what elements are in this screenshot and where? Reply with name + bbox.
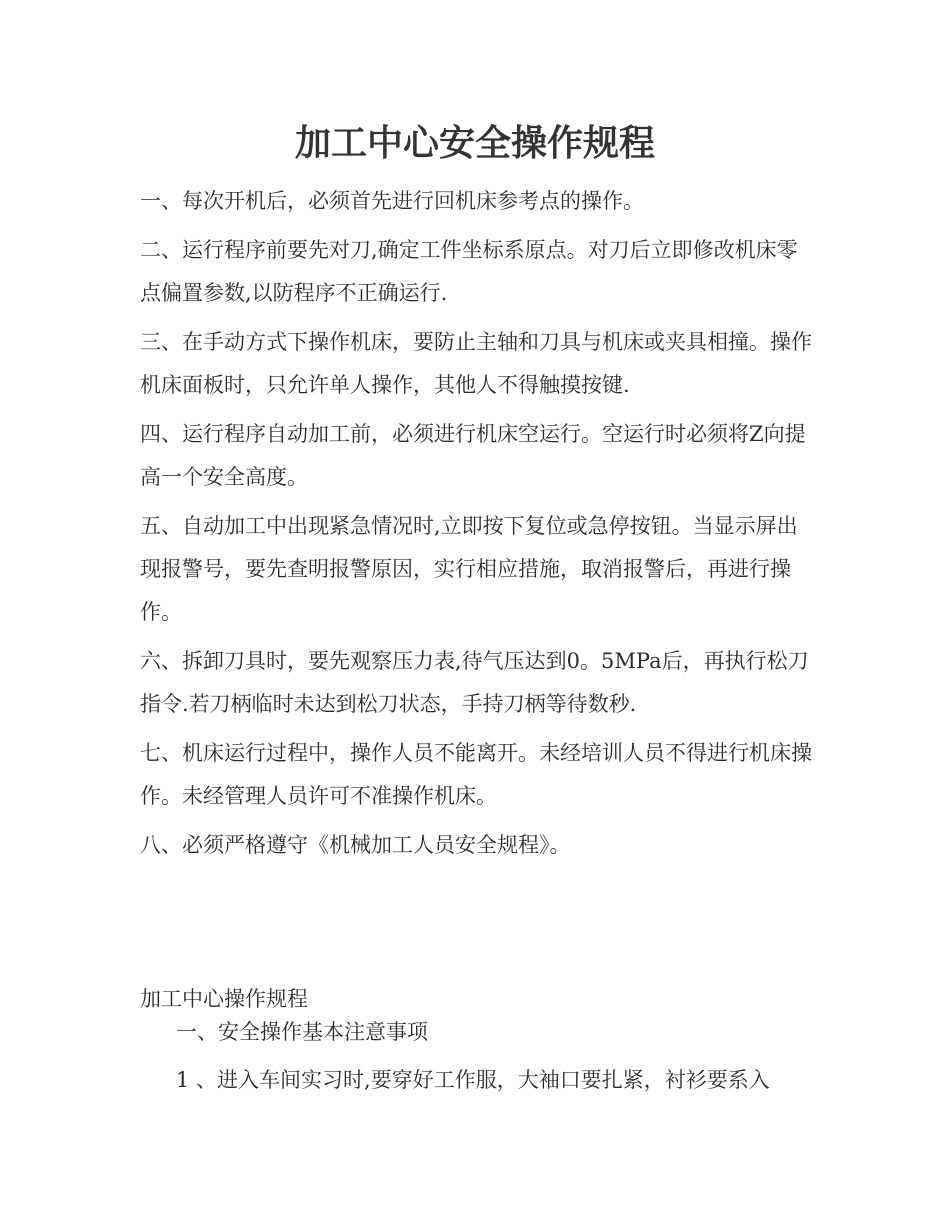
rule-3: 三、在手动方式下操作机床，要防止主轴和刀具与机床或夹具相撞。操作机床面板时，只允许单人操作，其他人不得触摸按键. <box>140 330 812 397</box>
section-subheading: 一、安全操作基本注意事项 <box>176 1020 428 1044</box>
rule-2: 二、运行程序前要先对刀,确定工件坐标系原点。对刀后立即修改机床零点偏置参数,以防程序不正确运行. <box>140 238 798 305</box>
rule-7: 七、机床运行过程中，操作人员不能离开。未经培训人员不得进行机床操作。未经管理人员许可不准操作机床。 <box>140 741 812 808</box>
section-item-1: 1 、进入车间实习时,要穿好工作服，大袖口要扎紧，衬衫要系入 <box>176 1068 770 1092</box>
rule-6: 六、拆卸刀具时，要先观察压力表,待气压达到0。5MPa后，再执行松刀指令.若刀柄临时未达到松刀状态，手持刀柄等待数秒. <box>140 649 809 716</box>
document-title: 加工中心安全操作规程 <box>294 122 655 164</box>
section-title: 加工中心操作规程 <box>140 987 308 1011</box>
rule-5: 五、自动加工中出现紧急情况时,立即按下复位或急停按钮。当显示屏出现报警号，要先查明报警原因，实行相应措施，取消报警后，再进行操作。 <box>140 514 798 624</box>
rule-1: 一、每次开机后，必须首先进行回机床参考点的操作。 <box>140 189 644 213</box>
rule-4: 四、运行程序自动加工前，必须进行机床空运行。空运行时必须将Z向提高一个安全高度。 <box>140 422 806 489</box>
safety-rules-list <box>140 180 812 873</box>
rule-8: 八、必须严格遵守《机械加工人员安全规程》。 <box>140 833 571 857</box>
